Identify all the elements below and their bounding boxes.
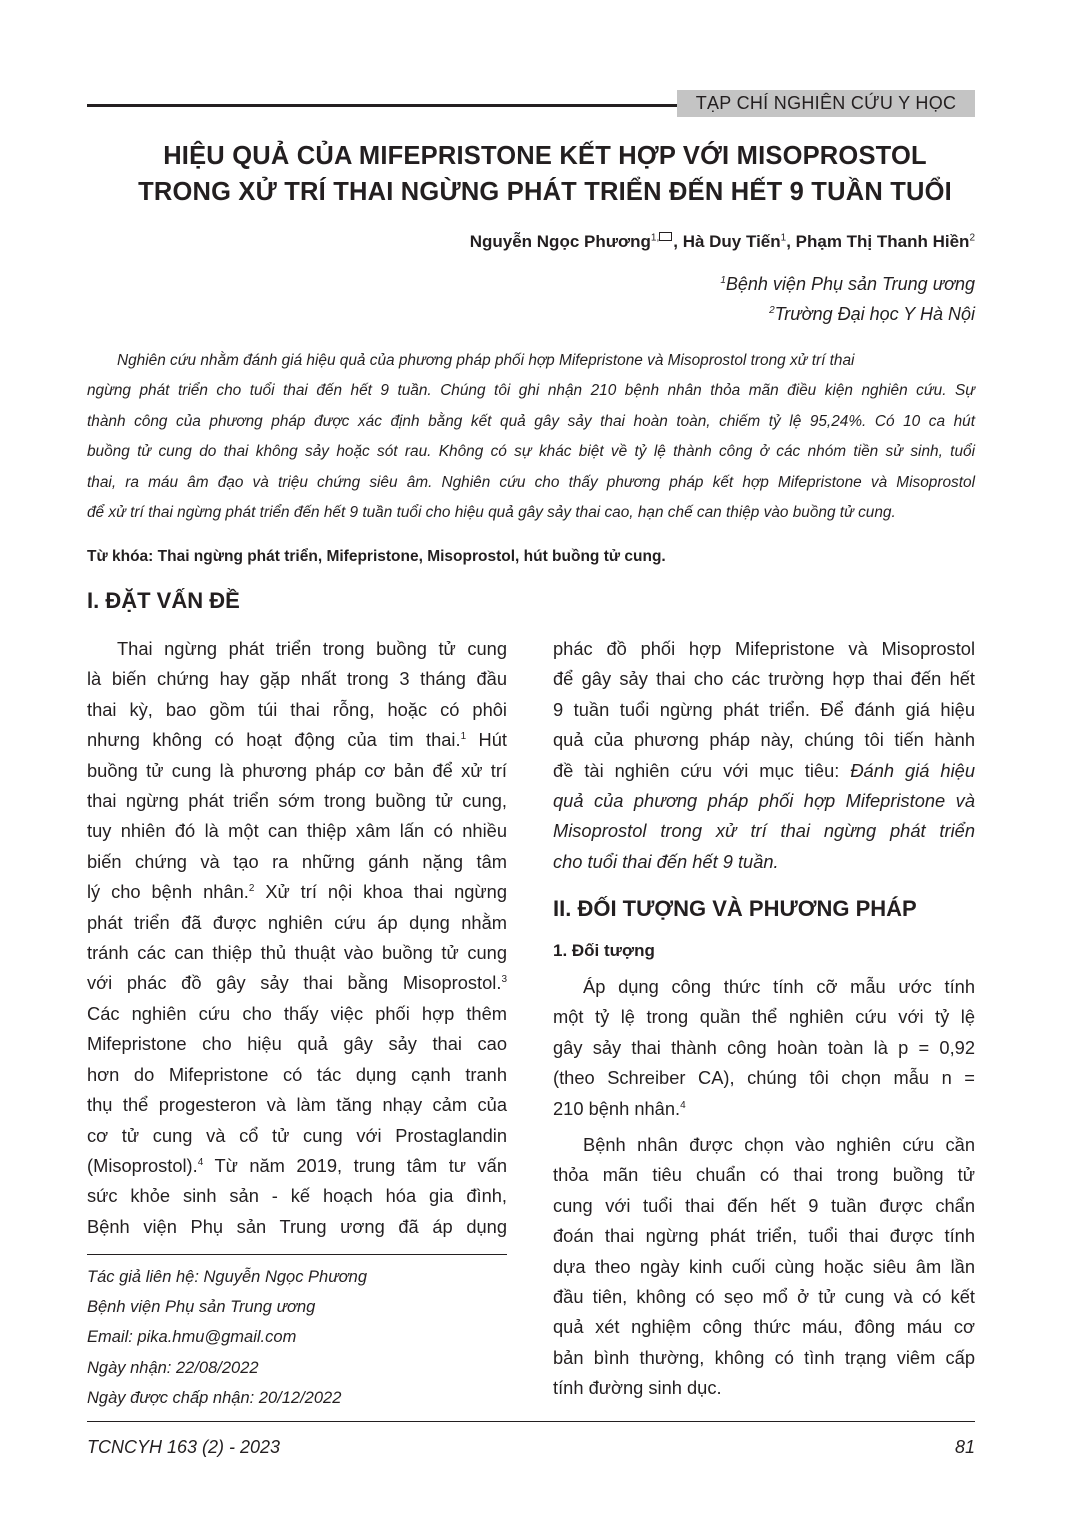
- abstract: [87, 346, 975, 528]
- text-span: Hút: [466, 729, 508, 751]
- text-line: [553, 816, 975, 846]
- text-line: cung với tuổi thai đến hết 9 tuần được chẩn: [553, 1194, 975, 1216]
- text-line: đoán thai ngừng phát triển, tuổi thai được tính: [553, 1225, 975, 1247]
- text-line: phát triển đã được nghiên cứu áp dụng nhằm: [87, 911, 507, 933]
- text-line: thụ thể progesteron và làm tăng nhạy cảm của: [87, 1094, 507, 1116]
- text-line: đầu tiên, không có sẹo mổ ở tử cung và có kết: [553, 1286, 975, 1308]
- date-accepted: Ngày được chấp nhận: 20/12/2022: [87, 1388, 342, 1407]
- text-span: 210 bệnh nhân.: [553, 1097, 681, 1119]
- text-line: tránh các can thiệp thủ thuật vào buồng tử cung: [87, 942, 507, 964]
- author-sup: 1: [780, 232, 787, 244]
- text-line: [87, 968, 507, 998]
- text-line: Áp dụng công thức tính cỡ mẫu ước tính: [583, 976, 975, 997]
- text-line: thai ngừng phát triển sớm trong buồng tử cung,: [87, 790, 507, 812]
- date-received: Ngày nhận: 22/08/2022: [87, 1358, 259, 1377]
- text-span: với phác đồ gây sảy thai bằng Misoprostol.: [87, 972, 502, 994]
- institution: Bệnh viện Phụ sản Trung ương: [87, 1298, 316, 1317]
- abstract-line: buồng tử cung do thai không sảy hoặc sót rau. Không có sự khác biệt về tỷ lệ thành công ở các nhóm tiền sử sinh, tuổi: [87, 443, 975, 461]
- title-line-2: TRONG XỬ TRÍ THAI NGỪNG PHÁT TRIỂN ĐẾN HẾT 9 TUẦN TUỔI: [138, 178, 952, 206]
- text-line: Các nghiên cứu cho thấy việc phối hợp thêm: [87, 1002, 507, 1024]
- footer-rule: [87, 1421, 975, 1422]
- citation: 4: [680, 1099, 686, 1111]
- footnote-rule: [87, 1254, 507, 1255]
- text-span: (Misoprostol).: [87, 1154, 198, 1176]
- author-name: Nguyễn Ngọc Phương: [469, 232, 651, 251]
- header-rule: [87, 104, 680, 107]
- right-column-para1: [553, 972, 975, 1124]
- article-title: [60, 138, 1030, 210]
- keywords: Từ khóa: Thai ngừng phát triển, Mifepristone, Misoprostol, hút buồng tử cung.: [87, 548, 666, 565]
- section-heading: II. ĐỐI TƯỢNG VÀ PHƯƠNG PHÁP: [553, 896, 917, 921]
- citation: 2: [248, 883, 255, 895]
- objective-text: cho tuổi thai đến hết 9 tuần.: [553, 850, 779, 872]
- text-line: để gây sảy thai cho các trường hợp thai đến hết: [553, 668, 975, 690]
- text-line: biến chứng và tạo ra những gánh nặng tâm: [87, 850, 507, 872]
- affiliation-2: [769, 304, 975, 325]
- text-line: [553, 847, 975, 877]
- text-span: đề tài nghiên cứu với mục tiêu:: [553, 759, 851, 781]
- author-sup: 2: [969, 232, 975, 244]
- corresponding-author: Tác giả liên hệ: Nguyễn Ngọc Phương: [87, 1268, 368, 1286]
- text-line: sức khỏe sinh sản - kế hoạch hóa gia đình,: [87, 1185, 507, 1207]
- text-line: [553, 756, 975, 786]
- text-line: gây sảy thai thành công hoàn toàn là p = 0,92: [553, 1036, 975, 1058]
- citation: 1: [460, 731, 467, 743]
- text-span: Xử trí nội khoa thai ngừng: [254, 881, 507, 903]
- text-line: phác đồ phối hợp Mifepristone và Misoprostol: [553, 638, 975, 659]
- text-line: Bệnh nhân được chọn vào nghiên cứu cần: [583, 1134, 975, 1155]
- text-line: quả của phương pháp này, chúng tôi tiến hành: [553, 729, 975, 751]
- text-line: quả xét nghiệm công thức máu, đông máu cơ: [553, 1316, 975, 1338]
- text-line: [87, 1151, 507, 1181]
- citation: 4: [197, 1156, 204, 1168]
- section-heading: I. ĐẶT VẤN ĐỀ: [87, 588, 240, 613]
- author-list: [470, 232, 975, 252]
- affiliation-name: Bệnh viện Phụ sản Trung ương: [725, 274, 975, 294]
- page-number: 81: [954, 1437, 975, 1457]
- text-line: [553, 1094, 975, 1124]
- affiliation-1: [720, 274, 975, 295]
- text-line: thỏa mãn tiêu chuẩn có thai trong buồng tử: [553, 1164, 975, 1186]
- text-line: Mifepristone cho hiệu quả gây sảy thai cao: [87, 1033, 507, 1055]
- correspondence-footnote: [87, 1262, 367, 1413]
- objective-text: Đánh giá hiệu: [850, 759, 975, 781]
- right-column-para2: [553, 1130, 975, 1404]
- text-line: một tỷ lệ trong quần thể nghiên cứu với tỷ lệ: [553, 1006, 975, 1028]
- text-line: thai kỳ, bao gồm túi thai rỗng, hoặc có phôi: [87, 698, 507, 720]
- text-span: lý cho bệnh nhân.: [87, 881, 249, 903]
- abstract-line: để xử trí thai ngừng phát triển đến hết 9 tuần tuổi cho hiệu quả gây sảy thai cao, hạn chế can thiệp vào buồng tử cung.: [87, 504, 896, 522]
- right-column-intro: [553, 634, 975, 877]
- text-line: Thai ngừng phát triển trong buồng tử cung: [117, 638, 507, 659]
- affiliation-sup: 1: [720, 275, 726, 286]
- text-line: (theo Schreiber CA), chúng tôi chọn mẫu n =: [553, 1067, 975, 1089]
- abstract-line: ngừng phát triển cho tuổi thai đến hết 9 tuần. Chúng tôi ghi nhận 210 bệnh nhân thỏa mãn điều kiện nghiên cứu. Sự: [87, 382, 975, 400]
- email: Email: pika.hmu@gmail.com: [87, 1328, 297, 1347]
- text-line: hơn do Mifepristone có tác dụng cạnh tranh: [87, 1063, 507, 1085]
- text-line: 9 tuần tuổi ngừng phát triển. Để đánh giá hiệu: [553, 698, 975, 720]
- text-line: tính đường sinh dục.: [553, 1377, 722, 1399]
- author-name: , Phạm Thị Thanh Hiền: [786, 232, 970, 251]
- left-column: [87, 634, 507, 1242]
- text-line: tuy nhiên đó là một can thiệp xâm lấn có nhiều: [87, 820, 507, 842]
- text-line: là biến chứng hay gặp nhất trong 3 tháng đầu: [87, 668, 507, 690]
- affiliation-name: Trường Đại học Y Hà Nội: [774, 304, 975, 324]
- text-line: cơ tử cung và cổ tử cung với Prostaglandin: [87, 1124, 507, 1146]
- text-span: nhưng không có hoạt động của tim thai.: [87, 729, 461, 751]
- objective-text: quả của phương pháp phối hợp Mifepristone và: [553, 790, 975, 812]
- text-line: [87, 877, 507, 907]
- abstract-line: thành công của phương pháp được xác định bằng kết quả gây sảy thai hoàn toàn, chiếm tỷ lệ 95,24%. Có 10 ca hút: [87, 412, 975, 430]
- abstract-line: Nghiên cứu nhằm đánh giá hiệu quả của phương pháp phối hợp Mifepristone và Misoprostol trong xử trí thai: [117, 352, 855, 369]
- journal-issue: TCNCYH 163 (2) - 2023: [87, 1437, 281, 1457]
- subsection-heading: 1. Đối tượng: [553, 941, 655, 960]
- journal-name: TẠP CHÍ NGHIÊN CỨU Y HỌC: [677, 90, 975, 117]
- text-line: dựa theo ngày kinh cuối cùng hoặc siêu âm lần: [553, 1255, 975, 1277]
- title-line-1: HIỆU QUẢ CỦA MIFEPRISTONE KẾT HỢP VỚI MISOPROSTOL: [163, 142, 927, 170]
- citation: 3: [501, 974, 507, 986]
- text-line: Bệnh viện Phụ sản Trung ương đã áp dụng: [87, 1215, 507, 1237]
- text-line: [87, 725, 507, 755]
- abstract-line: thai, ra máu âm đạo và triệu chứng siêu âm. Nghiên cứu cho thấy phương pháp kết hợp Mifepristone và Misoprostol: [87, 473, 975, 491]
- text-span: Từ năm 2019, trung tâm tư vấn: [203, 1154, 507, 1176]
- text-line: bản bình thường, không có tình trạng viêm cấp: [553, 1346, 975, 1368]
- objective-text: Misoprostol trong xử trí thai ngừng phát triển: [553, 820, 975, 842]
- author-sup: 1,: [650, 232, 660, 244]
- affiliation-sup: 2: [769, 305, 775, 316]
- text-line: buồng tử cung là phương pháp cơ bản để xử trí: [87, 759, 507, 781]
- text-line: [553, 786, 975, 816]
- envelope-icon: [659, 232, 672, 241]
- author-name: , Hà Duy Tiến: [673, 232, 781, 251]
